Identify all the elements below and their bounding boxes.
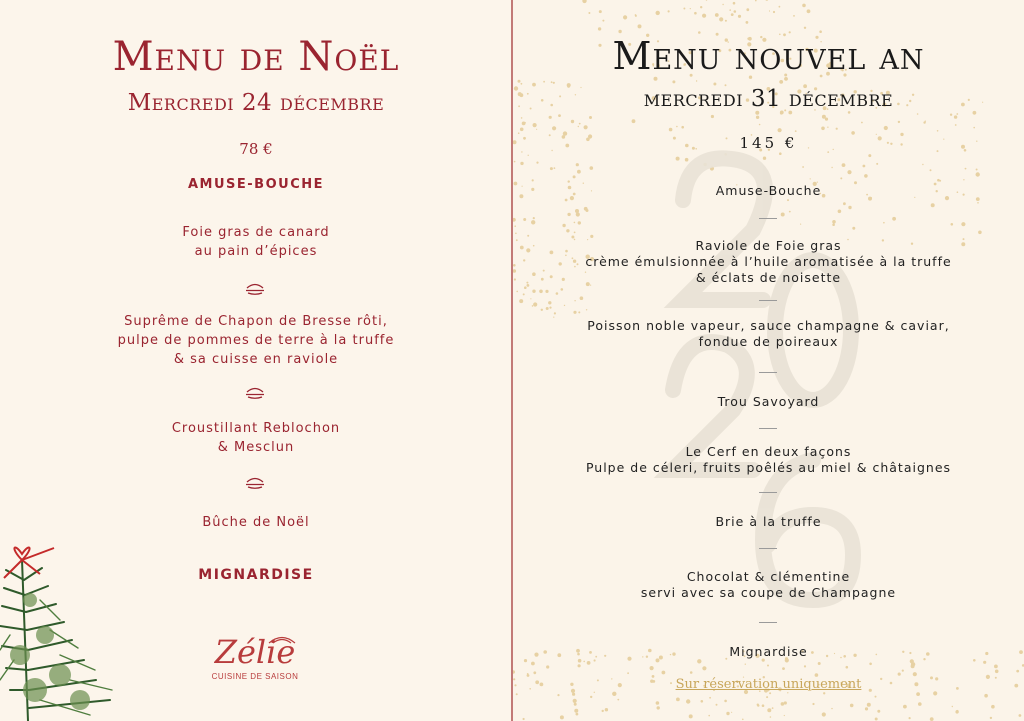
nouvel-an-course-5 xyxy=(513,444,1024,476)
noel-amuse-bouche: AMUSE-BOUCHE xyxy=(187,177,324,192)
wave-ornament-icon xyxy=(245,476,265,490)
noel-menu-date: Mercredi 24 décembre xyxy=(127,90,385,116)
noel-course-2 xyxy=(0,312,512,369)
nouvel-an-menu-price: 145 € xyxy=(739,134,798,152)
course-separator xyxy=(759,548,777,549)
noel-course-3-line-1: Croustillant Reblochon xyxy=(171,421,341,436)
noel-course-1 xyxy=(0,223,512,261)
nouvel-an-course-7-line-1: Chocolat & clémentine xyxy=(686,569,851,584)
noel-menu-title: Menu de Noël xyxy=(112,34,400,80)
nouvel-an-course-2 xyxy=(513,238,1024,286)
wave-ornament-icon xyxy=(245,282,265,296)
nouvel-an-course-3-line-2: fondue de poireaux xyxy=(698,334,839,349)
logo-tagline: CUISINE DE SAISON xyxy=(211,672,299,681)
course-separator xyxy=(759,492,777,493)
zelie-logo xyxy=(205,632,305,698)
logo-wordmark: Zélie xyxy=(214,633,296,671)
nouvel-an-menu-date: mercredi 31 décembre xyxy=(643,86,894,112)
course-separator xyxy=(759,218,777,219)
noel-course-3 xyxy=(0,419,512,457)
nouvel-an-course-3-line-1: Poisson noble vapeur, sauce champagne & caviar, xyxy=(587,318,950,333)
course-separator xyxy=(759,428,777,429)
nouvel-an-course-2-line-2: crème émulsionnée à l’huile aromatisée à la truffe xyxy=(585,254,952,269)
noel-menu-price: 78 € xyxy=(239,140,273,158)
nouvel-an-course-6: Brie à la truffe xyxy=(715,514,822,529)
nouvel-an-menu-title: Menu nouvel an xyxy=(612,34,925,78)
nouvel-an-course-7 xyxy=(513,569,1024,601)
nouvel-an-course-2-line-3: & éclats de noisette xyxy=(695,270,842,285)
course-separator xyxy=(759,372,777,373)
sun-rays-icon xyxy=(267,634,297,644)
nouvel-an-course-4: Trou Savoyard xyxy=(717,394,820,409)
nouvel-an-course-8: Mignardise xyxy=(729,644,808,659)
noel-course-1-line-2: au pain d’épices xyxy=(194,244,318,259)
fir-branch-with-ribbon xyxy=(0,540,130,721)
noel-course-1-line-1: Foie gras de canard xyxy=(182,225,330,240)
nouvel-an-course-3 xyxy=(513,318,1024,350)
nouvel-an-course-2-line-1: Raviole de Foie gras xyxy=(695,238,842,253)
wave-ornament-icon xyxy=(245,386,265,400)
noel-mignardise: MIGNARDISE xyxy=(198,567,314,583)
nouvel-an-menu-panel xyxy=(513,0,1024,721)
noel-course-2-line-3: & sa cuisse en raviole xyxy=(173,352,339,367)
nouvel-an-course-5-line-2: Pulpe de céleri, fruits poêlés au miel & châtaignes xyxy=(585,460,952,475)
reservation-link[interactable]: Sur réservation uniquement xyxy=(675,677,862,692)
course-separator xyxy=(759,622,777,623)
nouvel-an-course-1: Amuse-Bouche xyxy=(715,183,822,198)
course-separator xyxy=(759,300,777,301)
noel-dessert: Bûche de Noël xyxy=(202,515,310,530)
noel-course-2-line-2: pulpe de pommes de terre à la truffe xyxy=(117,333,395,348)
nouvel-an-course-5-line-1: Le Cerf en deux façons xyxy=(685,444,852,459)
nouvel-an-course-7-line-2: servi avec sa coupe de Champagne xyxy=(640,585,897,600)
noel-course-2-line-1: Suprême de Chapon de Bresse rôti, xyxy=(124,314,388,329)
noel-course-3-line-2: & Mesclun xyxy=(217,440,295,455)
